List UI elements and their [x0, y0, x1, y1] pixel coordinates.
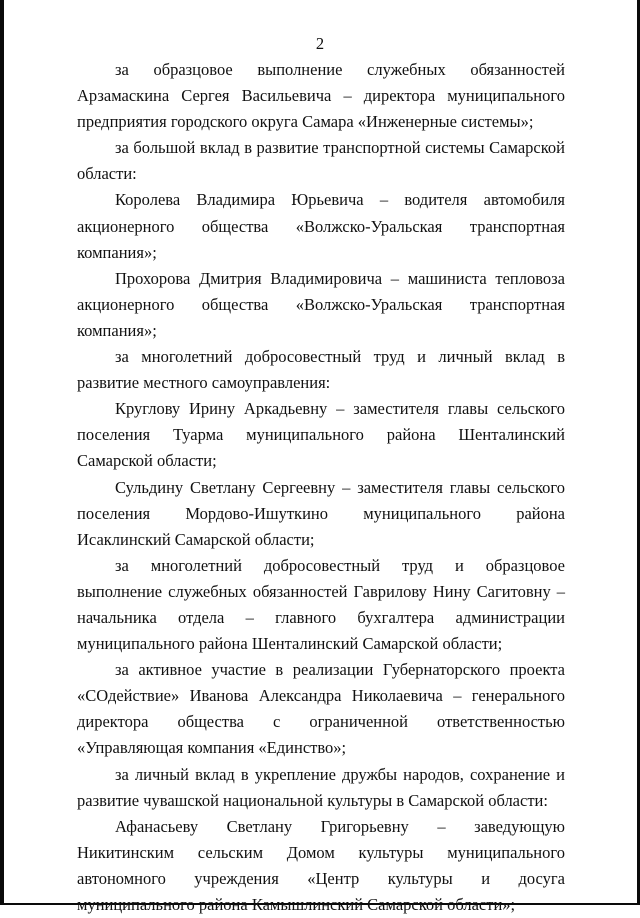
paragraph-afanasyeva-award: Афанасьеву Светлану Григорьевну – заведующую Никитинским сельским Домом культуры муниципального автономного учреждения «Центр культуры и досуга муниципального района Камышлинский Самарской области»;: [77, 816, 565, 914]
paragraph-korolev-award: Королева Владимира Юрьевича – водителя автомобиля акционерного общества «Волжско-Уральская транспортная компания»;: [77, 190, 565, 262]
paragraph-transport-heading: за большой вклад в развитие транспортной системы Самарской области:: [77, 138, 565, 184]
document-body: [77, 57, 565, 918]
scan-border-left: [0, 0, 4, 905]
paragraph-local-government-heading: за многолетний добросовестный труд и личный вклад в развитие местного самоуправления:: [77, 347, 565, 393]
paragraph-gavrilova-award: за многолетний добросовестный труд и образцовое выполнение служебных обязанностей Гаврилову Нину Сагитовну – начальника отдела – главного бухгалтера администрации муниципального района Шенталинский Самарской области;: [77, 555, 565, 654]
paragraph-prokhorov-award: Прохорова Дмитрия Владимировича – машиниста тепловоза акционерного общества «Волжско-Уральская транспортная компания»;: [77, 268, 565, 340]
paragraph-suldina-award: Сульдину Светлану Сергеевну – заместителя главы сельского поселения Мордово-Ишуткино муниципального района Исаклинский Самарской области;: [77, 477, 565, 549]
paragraph-ivanov-award: за активное участие в реализации Губернаторского проекта «СОдействие» Иванова Александра Николаевича – генерального директора общества с ограниченной ответственностью «Управляющая компания «Единство»;: [77, 660, 565, 758]
paragraph-arzamaskin-award: за образцовое выполнение служебных обязанностей Арзамаскина Сергея Васильевича – директора муниципального предприятия городского округа Самара «Инженерные системы»;: [77, 60, 565, 132]
paragraph-kruglova-award: Круглову Ирину Аркадьевну – заместителя главы сельского поселения Туарма муниципального района Шенталинский Самарской области;: [77, 399, 565, 471]
paragraph-friendship-heading: за личный вклад в укрепление дружбы народов, сохранение и развитие чувашской национальной культуры в Самарской области:: [77, 764, 565, 810]
page-number: 2: [315, 34, 325, 53]
